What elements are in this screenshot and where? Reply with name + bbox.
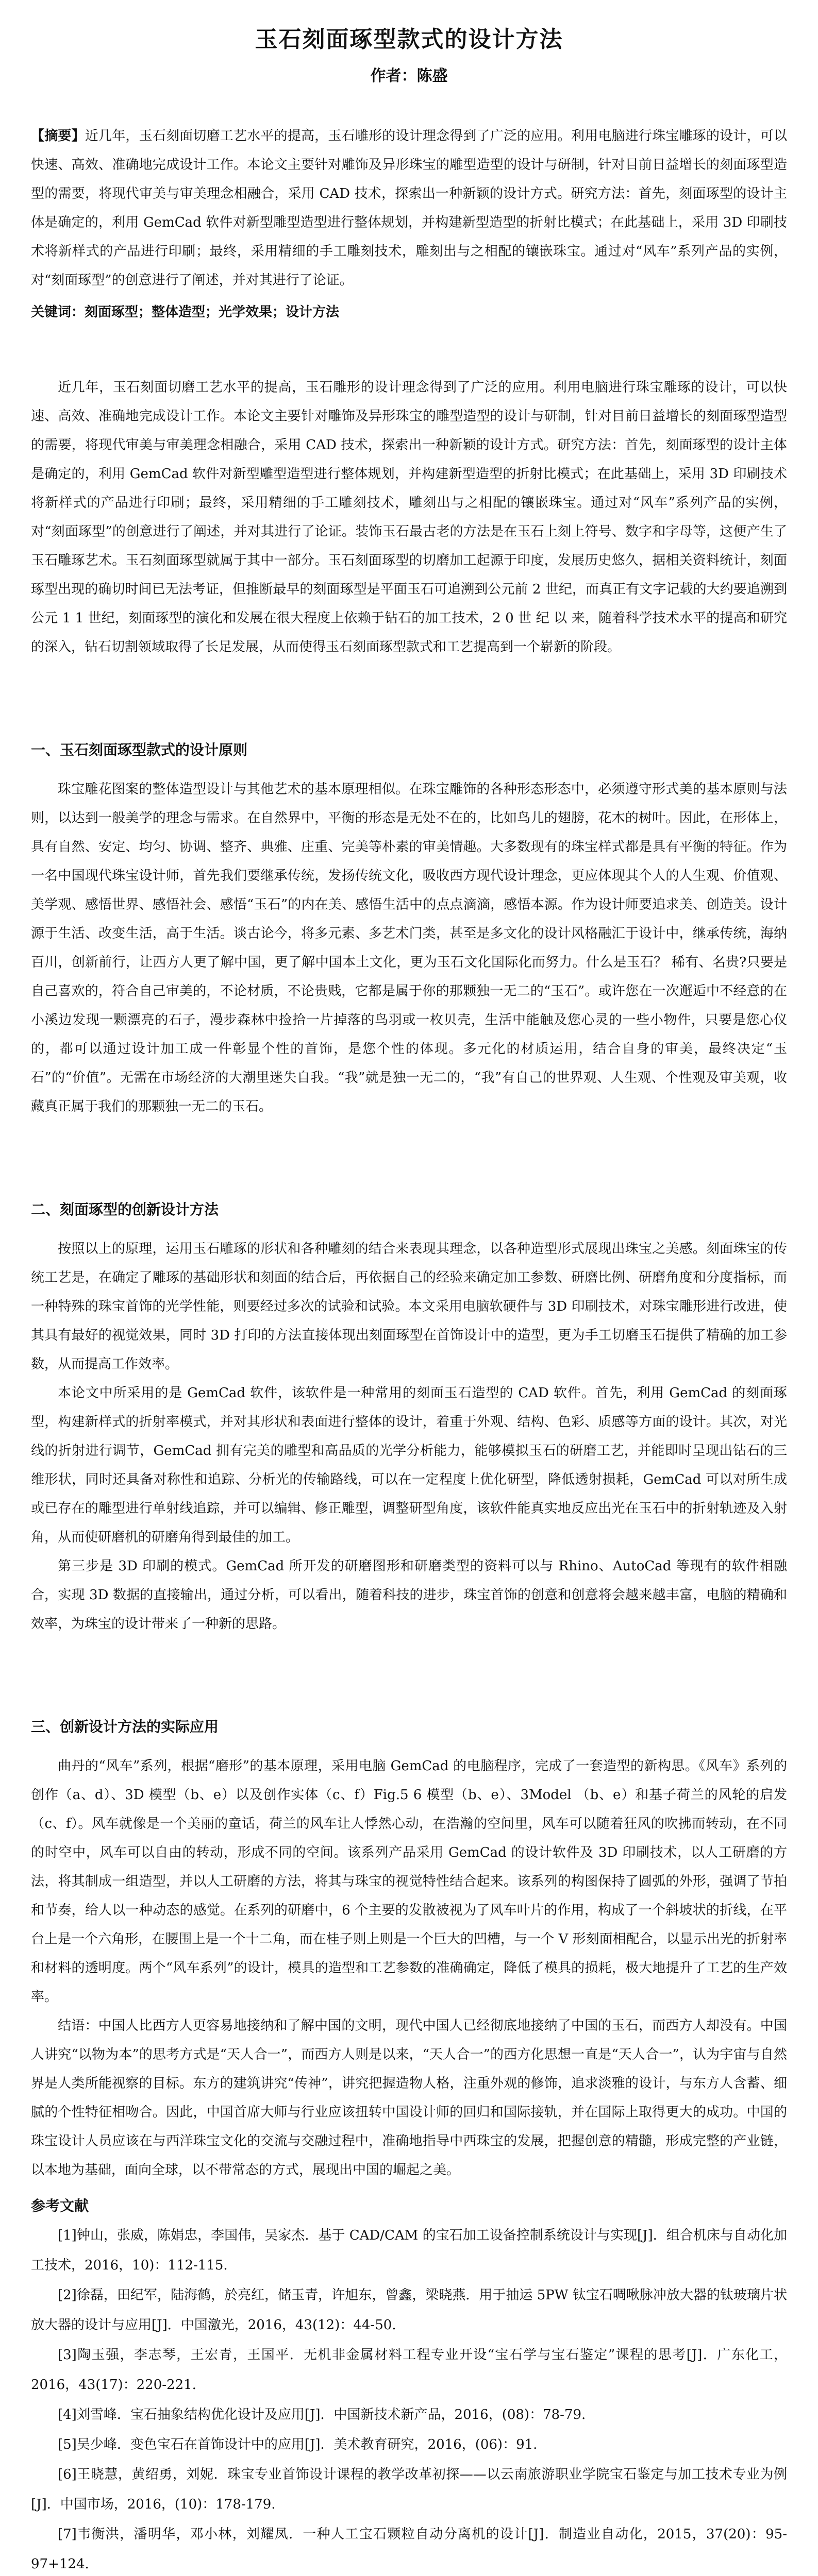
reference-item: [4]刘雪峰．宝石抽象结构优化设计及应用[J]．中国新技术新产品，2016，(08)：78-79.	[58, 2407, 586, 2422]
section-2-heading: 二、刻面琢型的创新设计方法	[31, 1201, 219, 1218]
section-1-paragraph: 珠宝雕花图案的整体造型设计与其他艺术的基本原理相似。在珠宝雕饰的各种形态形态中，必须遵守形式美的基本原则与法则，以达到一般美学的理念与需求。在自然界中，平衡的形态是无处不在的，比如鸟儿的翅膀，花木的树叶。因此，在形体上，具有自然、安定、均匀、协调、整齐、典雅、庄重、完美等朴素的审美情趣。大多数现有的珠宝样式都是具有平衡的特征。作为一名中国现代珠宝设计师，首先我们要继承传统，发扬传统文化，吸收西方现代设计理念，更应体现其个人的人生观、价值观、美学观、感悟世界、感悟社会、感悟“玉石”的内在美、感悟生活中的点点滴滴，感悟本源。作为设计师要追求美、创造美。设计源于生活、改变生活，高于生活。谈古论今，将多元素、多艺术门类，甚至是多文化的设计风格融汇于设计中，继承传统，海纳百川，创新前行，让西方人更了解中国，更了解中国本土文化，更为玉石文化国际化而努力。什么是玉石？ 稀有、名贵?只要是自己喜欢的，符合自己审美的，不论材质，不论贵贱，它都是属于你的那颗独一无二的“玉石”。或许您在一次邂逅中不经意的在小溪边发现一颗漂亮的石子，漫步森林中捡拾一片掉落的鸟羽或一枚贝壳，生活中能触及您心灵的一些小物件，只要是您心仪的，都可以通过设计加工成一件彰显个性的首饰，是您个性的体现。多元化的材质运用，结合自身的审美，最终决定“玉石”的“价值”。无需在市场经济的大潮里迷失自我。“我”就是独一无二的，“我”有自己的世界观、人生观、个性观及审美观，收藏真正属于我们的那颗独一无二的玉石。	[31, 782, 787, 1114]
section-1-heading: 一、玉石刻面琢型款式的设计原则	[31, 741, 248, 758]
keywords-label: 关键词：	[31, 304, 85, 320]
conclusion-paragraph: 结语：中国人比西方人更容易地接纳和了解中国的文明，现代中国人已经彻底地接纳了中国的玉石，而西方人却没有。中国人讲究“以物为本”的思考方式是“天人合一”，而西方人则是以来，“天人合一”的西方化思想一直是“天人合一”，认为宇宙与自然界是人类所能视察的目标。东方的建筑讲究“传神”，讲究把握造物人格，注重外观的修饰，追求淡雅的设计，与东方人含蓄、细腻的个性特征相吻合。因此，中国首席大师与行业应该扭转中国设计师的回归和国际接轨，并在国际上取得更大的成功。中国的珠宝设计人员应该在与西洋珠宝文化的交流与交融过程中，准确地指导中西珠宝的发展，把握创意的精髓，形成完整的产业链，以本地为基础，面向全球，以不带常态的方式，展现出中国的崛起之美。	[31, 2018, 787, 2178]
author-line	[31, 63, 787, 86]
abstract-label: 【摘要】	[31, 128, 85, 144]
author-name: 陈盛	[416, 67, 448, 85]
keywords	[31, 298, 787, 327]
section-2-paragraph-2: 本论文中所采用的是 GemCad 软件，该软件是一种常用的刻面玉石造型的 CAD 软件。首先，利用 GemCad 的刻面琢型，构建新样式的折射率模式，并对其形状和表面进行整体的设计，着重于外观、结构、色彩、质感等方面的设计。其次，对光线的折射进行调节，GemCad 拥有完美的雕型和高品质的光学分析能力，能够模拟玉石的研磨工艺，并能即时呈现出钻石的三维形状，同时还具备对称性和追踪、分析光的传输路线，可以在一定程度上优化研型，降低透射损耗，GemCad 可以对所生成或已存在的雕型进行单射线追踪，并可以编辑、修正雕型，调整研型角度，该软件能真实地反应出光在玉石中的折射轨迹及入射角，从而使研磨机的研磨角得到最佳的加工。	[31, 1385, 787, 1545]
section-2-paragraph-3: 第三步是 3D 印刷的模式。GemCad 所开发的研磨图形和研磨类型的资料可以与 Rhino、AutoCad 等现有的软件相融合，实现 3D 数据的直接输出，通过分析，可以看出，随着科技的进步，珠宝首饰的创意和创意将会越来越丰富，电脑的精确和效率，为珠宝的设计带来了一种新的思路。	[31, 1558, 787, 1632]
abstract-text: 近几年，玉石刻面切磨工艺水平的提高，玉石雕形的设计理念得到了广泛的应用。利用电脑进行珠宝雕琢的设计，可以快速、高效、准确地完成设计工作。本论文主要针对雕饰及异形珠宝的雕型造型的设计与研制，针对目前日益增长的刻面琢型造型的需要，将现代审美与审美理念相融合，采用 CAD 技术，探索出一种新颖的设计方式。研究方法：首先，刻面琢型的设计主体是确定的，利用 GemCad 软件对新型雕型造型进行整体规划，并构建新型造型的折射比模式；在此基础上，采用 3D 印刷技术将新样式的产品进行印刷；最终，采用精细的手工雕刻技术，雕刻出与之相配的镶嵌珠宝。通过对“风车”系列产品的实例，对“刻面琢型”的创意进行了阐述，并对其进行了论证。	[31, 128, 787, 288]
section-3-heading: 三、创新设计方法的实际应用	[31, 1718, 219, 1735]
reference-item: [7]韦衡洪，潘明华，邓小林，刘耀凤．一种人工宝石颗粒自动分离机的设计[J]．制造业自动化，2015，37(20)：95-97+124.	[31, 2527, 787, 2572]
references-list	[31, 2221, 787, 2576]
article-title: 玉石刻面琢型款式的设计方法	[255, 26, 563, 53]
reference-item: [5]吴少峰．变色宝石在首饰设计中的应用[J]．美术教育研究，2016，(06)：91.	[58, 2437, 538, 2452]
section-3-paragraph-1: 曲丹的“风车”系列，根据“磨形”的基本原理，采用电脑 GemCad 的电脑程序，完成了一套造型的新构思。《风车》系列的创作（a、d）、3D 模型（b、e）以及创作实体（c、f）Fig.5 6 模型（b、e）、3Model （b、e）和基子荷兰的风轮的启发（c、f）。风车就像是一个美丽的童话，荷兰的风车让人悸然心动，在浩瀚的空间里，风车可以随着狂风的吹拂而转动，在不同的时空中，风车可以自由的转动，形成不同的空间。该系列产品采用 GemCad 的设计软件及 3D 印刷技术，以人工研磨的方法，将其制成一组造型，并以人工研磨的方法，将其与珠宝的视觉特性结合起来。该系列的构图保持了圆弧的外形，强调了节拍和节奏，给人以一种动态的感觉。在系列的研磨中，6 个主要的发散被视为了风车叶片的作用，构成了一个斜坡状的折线，在平台上是一个六角形，在腰围上是一个十二角，而在桂子则上则是一个巨大的凹槽，与一个 V 形刻面相配合，以显示出光的折射率和材料的透明度。两个“风车系列”的设计，模具的造型和工艺参数的准确确定，降低了模具的损耗，极大地提升了工艺的生产效率。	[31, 1758, 787, 2005]
reference-item: [1]钟山，张威，陈娟忠，李国伟，吴家杰．基于 CAD/CAM 的宝石加工设备控制系统设计与实现[J]．组合机床与自动化加工技术，2016，10)：112-115.	[31, 2228, 787, 2273]
intro-paragraph: 近几年，玉石刻面切磨工艺水平的提高，玉石雕形的设计理念得到了广泛的应用。利用电脑进行珠宝雕琢的设计，可以快速、高效、准确地完成设计工作。本论文主要针对雕饰及异形珠宝的雕型造型的设计与研制，针对目前日益增长的刻面琢型造型的需要，将现代审美与审美理念相融合，采用 CAD 技术，探索出一种新颖的设计方式。研究方法：首先，刻面琢型的设计主体是确定的，利用 GemCad 软件对新型雕型造型进行整体规划，并构建新型造型的折射比模式；在此基础上，采用 3D 印刷技术将新样式的产品进行印刷；最终，采用精细的手工雕刻技术，雕刻出与之相配的镶嵌珠宝。通过对“风车”系列产品的实例，对“刻面琢型”的创意进行了阐述，并对其进行了论证。装饰玉石最古老的方法是在玉石上刻上符号、数字和字母等，这便产生了玉石雕琢艺术。玉石刻面琢型就属于其中一部分。玉石刻面琢型的切磨加工起源于印度，发展历史悠久，据相关资料统计，刻面琢型出现的确切时间已无法考证，但推断最早的刻面琢型是平面玉石可追溯到公元前 2 世纪，而真正有文字记载的大约要追溯到公元 1 1 世纪，刻面琢型的演化和发展在很大程度上依赖于钻石的加工技术，2 0 世 纪 以 来，随着科学技术水平的提高和研究的深入，钻石切割领域取得了长足发展，从而使得玉石刻面琢型款式和工艺提高到一个崭新的阶段。	[31, 380, 787, 655]
keywords-text: 刻面琢型；整体造型；光学效果；设计方法	[85, 304, 340, 320]
section-2-paragraph-1: 按照以上的原理，运用玉石雕琢的形状和各种雕刻的结合来表现其理念，以各种造型形式展现出珠宝之美感。刻面珠宝的传统工艺是，在确定了雕琢的基础形状和刻面的结合后，再依据自己的经验来确定加工参数、研磨比例、研磨角度和分度指标，而一种特殊的珠宝首饰的光学性能，则要经过多次的试验和试验。本文采用电脑软硬件与 3D 印刷技术，对珠宝雕形进行改进，使其具有最好的视觉效果，同时 3D 打印的方法直接体现出刻面琢型在首饰设计中的造型，更为手工切磨玉石提供了精确的加工参数，从而提高工作效率。	[31, 1241, 787, 1372]
reference-item: [6]王晓慧，黄绍勇，刘妮．珠宝专业首饰设计课程的教学改革初探——以云南旅游职业学院宝石鉴定与加工技术专业为例[J]．中国市场，2016，(10)：178-179.	[31, 2467, 787, 2512]
article	[31, 21, 787, 2576]
reference-item: [2]徐磊，田纪军，陆海鹤，於亮红，储玉青，许旭东，曾鑫，梁晓燕．用于抽运 5PW 钛宝石啁啾脉冲放大器的钛玻璃片状放大器的设计与应用[J]．中国激光，2016，43(12)：44-50.	[31, 2287, 787, 2333]
author-label: 作者：	[370, 67, 417, 85]
references-heading: 参考文献	[31, 2197, 89, 2214]
abstract	[31, 122, 787, 295]
reference-item: [3]陶玉强，李志琴，王宏青，王国平．无机非金属材料工程专业开设“宝石学与宝石鉴定”课程的思考[J]．广东化工，2016，43(17)：220-221.	[31, 2347, 787, 2393]
